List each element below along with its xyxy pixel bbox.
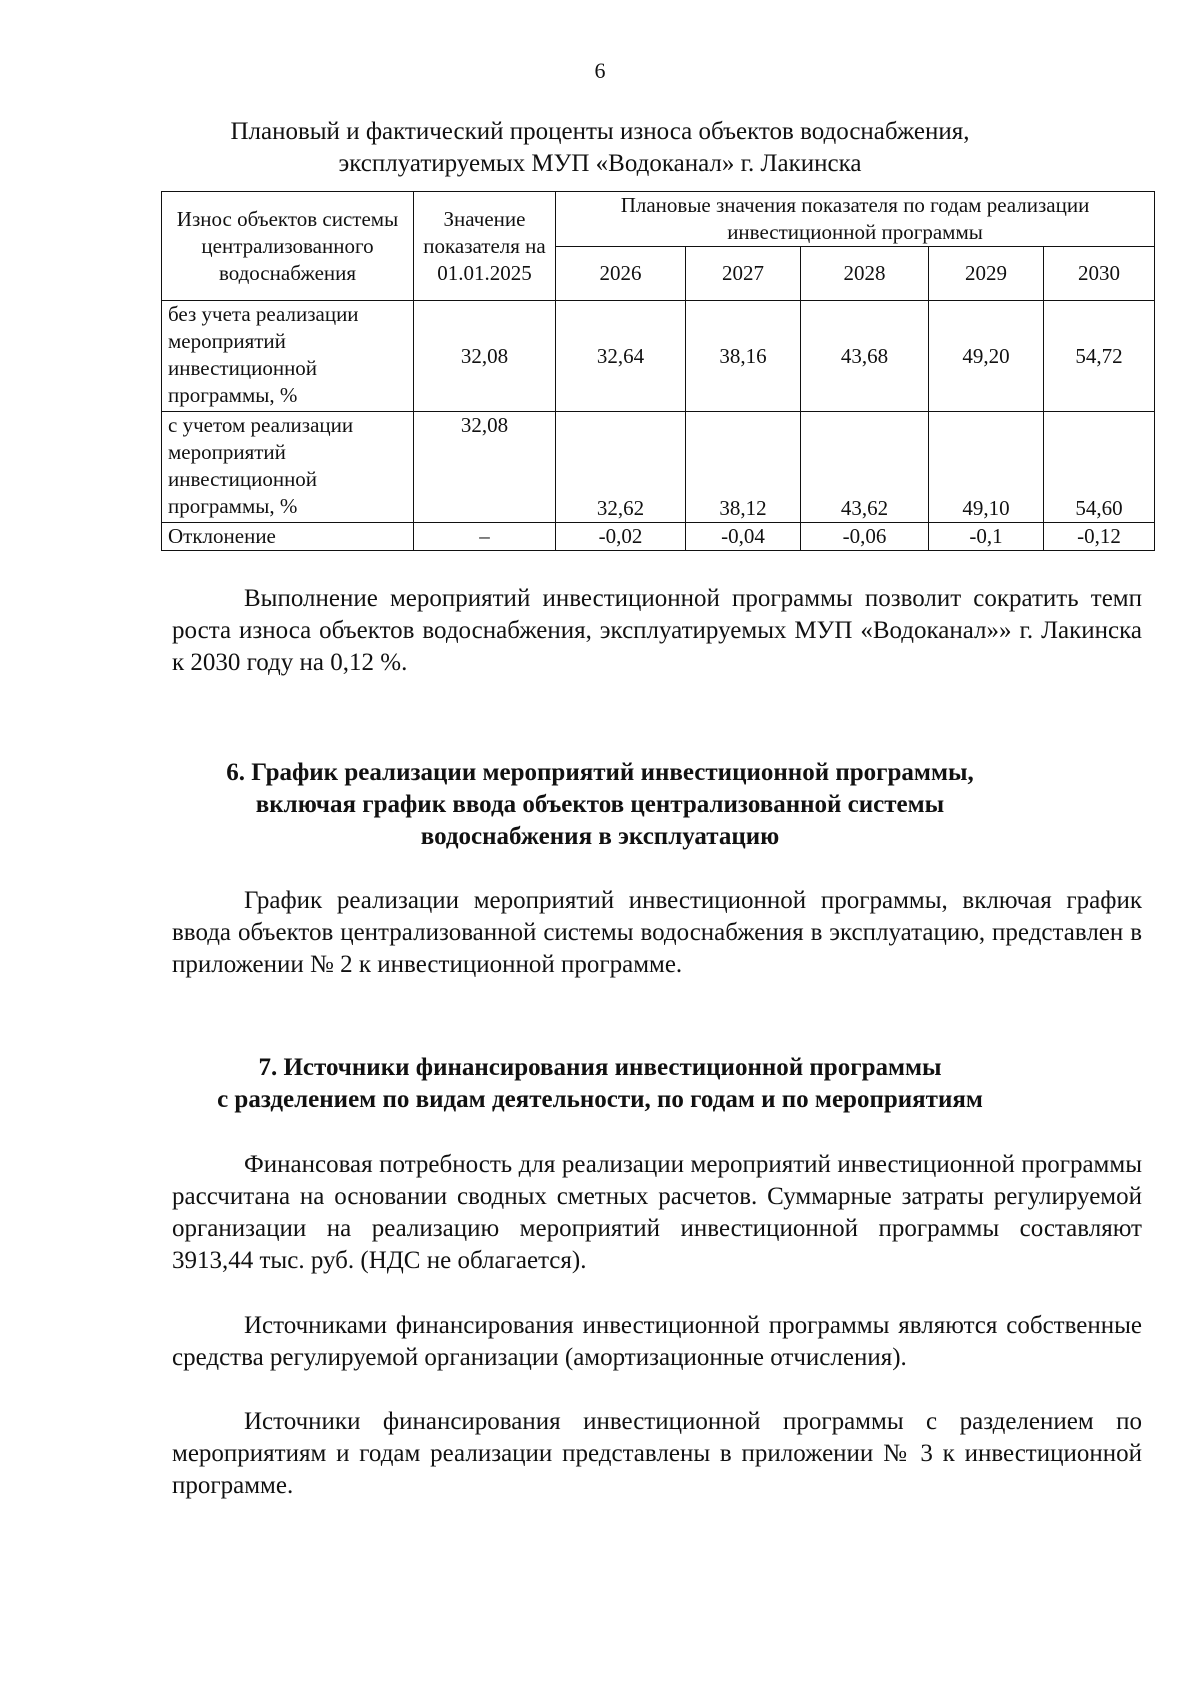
row-year-value: 43,62	[801, 412, 929, 523]
section-6-heading-line-3: водоснабжения в эксплуатацию	[420, 823, 780, 850]
paragraph-wear-reduction: Выполнение мероприятий инвестиционной программы позволит сократить темп роста износа объектов водоснабжения, эксплуатируемых МУП «Водоканал»» г. Лакинска к 2030 году на 0,12 %.	[172, 585, 1142, 676]
row-year-value: -0,04	[686, 523, 801, 551]
section-6-heading-line-1: 6. График реализации мероприятий инвестиционной программы,	[226, 759, 974, 786]
table-row	[162, 523, 1155, 551]
wear-table	[161, 191, 1155, 551]
section-7-heading-line-2: с разделением по видам деятельности, по годам и по мероприятиям	[217, 1086, 983, 1113]
row-year-value: 49,20	[929, 301, 1044, 412]
row-year-value: -0,02	[556, 523, 686, 551]
row-year-value: 54,72	[1044, 301, 1155, 412]
table-title-line-2: эксплуатируемых МУП «Водоканал» г. Лакинска	[338, 150, 862, 177]
table-row	[162, 301, 1155, 412]
row-year-value: -0,06	[801, 523, 929, 551]
year-header: 2026	[556, 247, 686, 301]
row-year-value: 38,12	[686, 412, 801, 523]
section-6-heading	[130, 757, 1070, 853]
row-year-value: -0,1	[929, 523, 1044, 551]
section-7-paragraph-3: Источники финансирования инвестиционной программы с разделением по мероприятиям и годам реализации представлены в приложении № 3 к инвестиционной программе.	[172, 1408, 1142, 1499]
page-number: 6	[594, 58, 606, 83]
row-value: 32,08	[414, 412, 556, 523]
year-header: 2028	[801, 247, 929, 301]
section-7-heading	[130, 1052, 1070, 1116]
row-year-value: -0,12	[1044, 523, 1155, 551]
row-year-value: 43,68	[801, 301, 929, 412]
table-row	[162, 412, 1155, 523]
col-value-header: Значение показателя на 01.01.2025	[414, 192, 556, 301]
year-header: 2029	[929, 247, 1044, 301]
row-value: –	[414, 523, 556, 551]
section-7-paragraph-2: Источниками финансирования инвестиционной программы являются собственные средства регулируемой организации (амортизационные отчисления).	[172, 1312, 1142, 1371]
section-7-heading-line-1: 7. Источники финансирования инвестиционной программы	[258, 1054, 942, 1081]
section-6-text: График реализации мероприятий инвестиционной программы, включая график ввода объектов централизованной системы водоснабжения в эксплуатацию, представлен в приложении № 2 к инвестиционной программе.	[172, 887, 1142, 978]
table-title-line-1: Плановый и фактический проценты износа объектов водоснабжения,	[230, 118, 970, 145]
row-year-value: 32,64	[556, 301, 686, 412]
row-year-value: 32,62	[556, 412, 686, 523]
row-label: с учетом реализации мероприятий инвестиционной программы, %	[162, 412, 414, 523]
year-header: 2027	[686, 247, 801, 301]
row-value: 32,08	[414, 301, 556, 412]
row-year-value: 54,60	[1044, 412, 1155, 523]
plan-header: Плановые значения показателя по годам реализации инвестиционной программы	[556, 192, 1155, 247]
section-6-heading-line-2: включая график ввода объектов централизованной системы	[255, 791, 945, 818]
row-year-value: 38,16	[686, 301, 801, 412]
row-label: Отклонение	[162, 523, 414, 551]
col-label-header: Износ объектов системы централизованного водоснабжения	[162, 192, 414, 301]
row-year-value: 49,10	[929, 412, 1044, 523]
section-7-paragraph-1: Финансовая потребность для реализации мероприятий инвестиционной программы рассчитана на основании сводных сметных расчетов. Суммарные затраты регулируемой организации на реализацию мероприятий инвестиционной программы составляют 3913,44 тыс. руб. (НДС не облагается).	[172, 1151, 1142, 1274]
year-header: 2030	[1044, 247, 1155, 301]
row-label: без учета реализации мероприятий инвестиционной программы, %	[162, 301, 414, 412]
table-title	[140, 116, 1060, 180]
